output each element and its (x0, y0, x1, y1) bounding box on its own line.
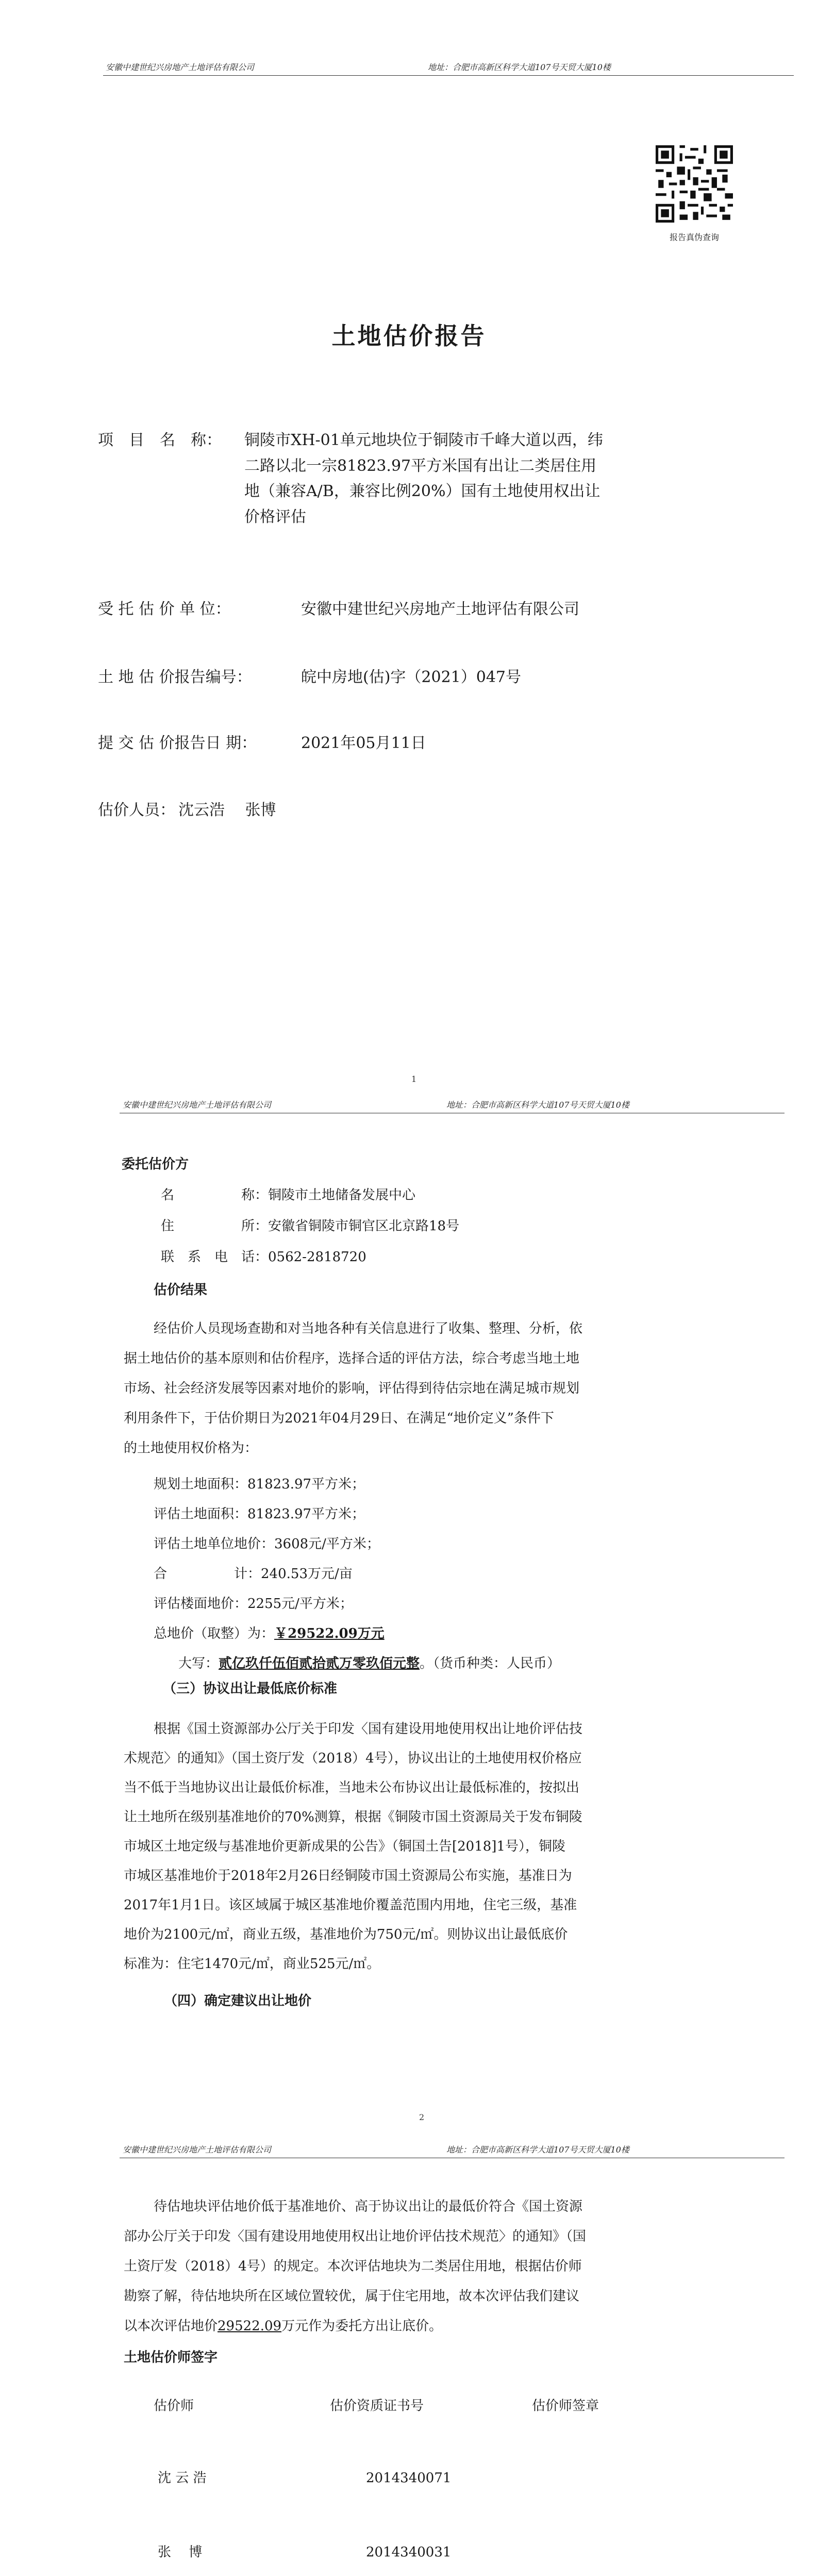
qr-code-icon[interactable] (656, 145, 733, 223)
valuer-name-1: 沈 云 浩 (158, 2470, 207, 2486)
mu-price-row (154, 1559, 385, 1589)
client-heading: 委托估价方 (122, 1157, 189, 1172)
qr-caption: 报告真伪查询 (669, 232, 719, 242)
capital-label: 大写： (178, 1656, 219, 1671)
conclusion-line: 部办公厅关于印发〈国有建设用地使用权出让地价评估技术规范〉的通知》（国 (124, 2229, 587, 2244)
client-addr-label: 住 所： (161, 1218, 269, 1234)
total-price-row (154, 1619, 385, 1649)
conclusion-suffix: 万元作为委托方出让底价。 (281, 2318, 443, 2334)
page1-header-rule (103, 75, 794, 76)
sec3-line: 根据《国土资源部办公厅关于印发〈国有建设用地使用权出让地价评估技 (154, 1721, 583, 1737)
page2-header-address: 地址：合肥市高新区科学大道107号天贸大厦10楼 (446, 1100, 629, 1110)
sec3-line: 市城区基准地价于2018年2月26日经铜陵市国土资源局公布实施，基准日为 (124, 1868, 572, 1884)
conclusion-line: 待估地块评估地价低于基准地价、高于协议出让的最低价符合《国土资源 (154, 2199, 583, 2214)
result-line: 的土地使用权价格为： (124, 1440, 258, 1456)
project-label: 项 目 名 称： (98, 431, 222, 449)
mu-price-label: 合 计： (154, 1566, 261, 1582)
submit-date-label: 提 交 估 价报告日 期： (98, 734, 257, 752)
submit-date-value: 2021年05月11日 (301, 734, 426, 752)
project-value (244, 428, 806, 530)
mu-price: 240.53万元/亩 (261, 1566, 353, 1582)
project-line: 价格评估 (244, 507, 306, 526)
page3-header-address: 地址：合肥市高新区科学大道107号天贸大厦10楼 (446, 2145, 629, 2155)
report-no-label: 土 地 估 价报告编号： (98, 668, 252, 686)
page3-header-company: 安徽中建世纪兴房地产土地评估有限公司 (123, 2145, 272, 2155)
entrust-label: 受 托 估 价 单 位： (98, 600, 231, 618)
sec4-heading: （四）确定建议出让地价 (164, 1993, 312, 2009)
sec3-line: 当不低于当地协议出让最低价标准，当地未公布协议出让最低标准的，按拟出 (124, 1780, 580, 1795)
sec3-line: 地价为2100元/㎡，商业五级，基准地价为750元/㎡。则协议出让最低底价 (124, 1927, 568, 1942)
sec3-line: 市城区土地定级与基准地价更新成果的公告》（铜国土告[2018]1号），铜陵 (124, 1839, 565, 1854)
conclusion-value: 29522.09 (218, 2318, 282, 2334)
unit-price: 评估土地单位地价：3608元/平方米； (154, 1536, 380, 1552)
conclusion-line-last (124, 2311, 788, 2341)
conclusion-line: 勘察了解，待估地块所在区域位置较优，属于住宅用地，故本次评估我们建议 (124, 2289, 580, 2304)
entrust-value: 安徽中建世纪兴房地产土地评估有限公司 (301, 600, 579, 618)
sec3-line: 2017年1月1日。该区域属于城区基准地价覆盖范围内用地，住宅三级，基准 (124, 1897, 577, 1913)
sign-heading: 土地估价师签字 (124, 2350, 218, 2365)
conclusion-paragraph (124, 2192, 788, 2341)
col-sign: 估价师签章 (532, 2398, 599, 2414)
report-no-value: 皖中房地(估)字（2021）047号 (301, 668, 522, 686)
sec3-heading: （三）协议出让最低底价标准 (163, 1681, 338, 1697)
page1-header-address: 地址：合肥市高新区科学大道107号天贸大厦10楼 (428, 62, 611, 72)
client-name-label: 名 称： (161, 1188, 269, 1203)
floor-price: 评估楼面地价：2255元/平方米； (154, 1596, 353, 1612)
client-name: 铜陵市土地储备发展中心 (268, 1188, 416, 1203)
sec3-line: 让土地所在级别基准地价的70%测算，根据《铜陵市国土资源局关于发布铜陵 (124, 1809, 582, 1825)
client-phone: 0562-2818720 (268, 1249, 366, 1265)
planned-area: 规划土地面积：81823.97平方米； (154, 1477, 365, 1492)
result-line: 市场、社会经济发展等因素对地价的影响，评估得到待估宗地在满足城市规划 (124, 1381, 580, 1396)
result-line: 利用条件下，于估价期日为2021年04月29日、在满足“地价定义”条件下 (124, 1411, 554, 1426)
capital-row (178, 1649, 560, 1679)
valued-area: 评估土地面积：81823.97平方米； (154, 1506, 365, 1522)
total-label: 总地价（取整）为： (154, 1626, 275, 1641)
project-line: 铜陵市XH-01单元地块位于铜陵市千峰大道以西，纬 (244, 431, 603, 449)
result-figures (154, 1469, 385, 1649)
project-line: 二路以北一宗81823.97平方米国有出让二类居住用 (244, 456, 597, 475)
page2-header-company: 安徽中建世纪兴房地产土地评估有限公司 (123, 1100, 272, 1110)
col-valuer: 估价师 (154, 2398, 194, 2414)
client-addr: 安徽省铜陵市铜官区北京路18号 (268, 1218, 460, 1234)
sec3-paragraph (124, 1715, 788, 1979)
currency-note: 。（货币种类：人民币） (420, 1656, 561, 1671)
page1-header-company: 安徽中建世纪兴房地产土地评估有限公司 (106, 62, 255, 72)
sec3-line: 术规范〉的通知》（国土资厅发（2018）4号），协议出让的土地使用权价格应 (124, 1751, 582, 1766)
capital-value: 贰亿玖仟伍佰贰拾贰万零玖佰元整 (219, 1656, 420, 1671)
valuers-value: 沈云浩 张博 (178, 801, 276, 819)
project-line: 地（兼容A/B，兼容比例20%）国有土地使用权出让 (244, 482, 600, 500)
total-value: ￥29522.09万元 (274, 1626, 385, 1641)
page-title: 土地估价报告 (331, 322, 487, 350)
result-line: 据土地估价的基本原则和估价程序，选择合适的评估方法，综合考虑当地土地 (124, 1351, 580, 1366)
page-number-2: 2 (419, 2112, 425, 2122)
result-line: 经估价人员现场查勘和对当地各种有关信息进行了收集、整理、分析，依 (154, 1321, 583, 1336)
result-paragraph (124, 1314, 788, 1463)
valuers-label: 估价人员： (98, 801, 175, 819)
col-cert: 估价资质证书号 (330, 2398, 424, 2414)
valuer-name-2: 张 博 (158, 2545, 203, 2560)
client-phone-label: 联 系 电 话： (161, 1249, 269, 1265)
conclusion-line: 土资厅发（2018）4号）的规定。本次评估地块为二类居住用地，根据估价师 (124, 2259, 582, 2274)
valuer-cert-2: 2014340031 (366, 2545, 452, 2560)
valuer-cert-1: 2014340071 (366, 2470, 452, 2486)
page-number-1: 1 (411, 1074, 417, 1084)
result-heading: 估价结果 (154, 1282, 208, 1298)
sec3-line: 标准为：住宅1470元/㎡，商业525元/㎡。 (124, 1956, 380, 1972)
conclusion-prefix: 以本次评估地价 (124, 2318, 218, 2334)
